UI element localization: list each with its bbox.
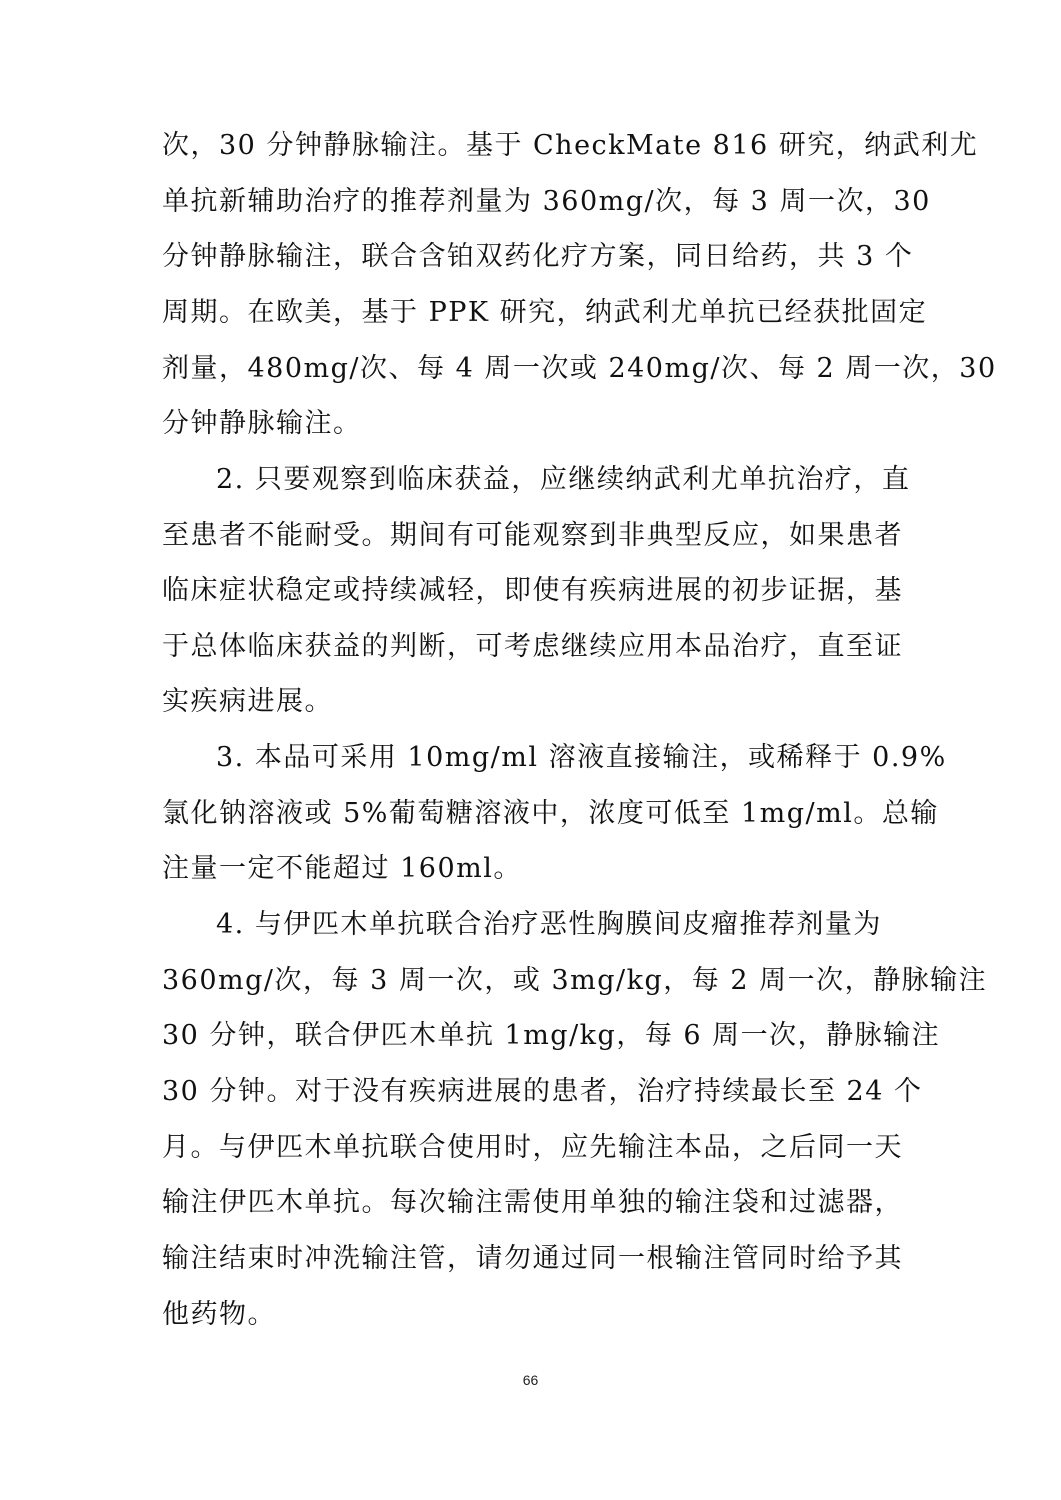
text-line: 单抗新辅助治疗的推荐剂量为 360mg/次，每 3 周一次，30 <box>162 186 931 217</box>
paragraph-first-line: 4. 与伊匹木单抗联合治疗恶性胸膜间皮瘤推荐剂量为 <box>216 909 882 940</box>
text-line: 剂量，480mg/次、每 4 周一次或 240mg/次、每 2 周一次，30 <box>162 353 997 384</box>
text-line: 输注结束时冲洗输注管，请勿通过同一根输注管同时给予其 <box>162 1243 903 1274</box>
text-line: 分钟静脉输注，联合含铂双药化疗方案，同日给药，共 3 个 <box>162 241 914 272</box>
text-line: 30 分钟，联合伊匹木单抗 1mg/kg，每 6 周一次，静脉输注 <box>162 1020 941 1051</box>
paragraph-first-line: 3. 本品可采用 10mg/ml 溶液直接输注，或稀释于 0.9% <box>216 742 947 773</box>
text-line: 于总体临床获益的判断，可考虑继续应用本品治疗，直至证 <box>162 631 903 662</box>
text-line: 临床症状稳定或持续减轻，即使有疾病进展的初步证据，基 <box>162 575 903 606</box>
paragraph-first-line: 2. 只要观察到临床获益，应继续纳武利尤单抗治疗，直 <box>216 464 911 495</box>
text-line: 氯化钠溶液或 5%葡萄糖溶液中，浓度可低至 1mg/ml。总输 <box>162 798 939 829</box>
page-number: 66 <box>522 1372 539 1388</box>
text-line: 注量一定不能超过 160ml。 <box>162 853 522 884</box>
text-line: 分钟静脉输注。 <box>162 408 362 439</box>
text-line: 次，30 分钟静脉输注。基于 CheckMate 816 研究，纳武利尤 <box>162 130 979 161</box>
text-line: 他药物。 <box>162 1299 276 1330</box>
text-line: 至患者不能耐受。期间有可能观察到非典型反应，如果患者 <box>162 520 903 551</box>
text-line: 360mg/次，每 3 周一次，或 3mg/kg，每 2 周一次，静脉输注 <box>162 965 988 996</box>
text-line: 30 分钟。对于没有疾病进展的患者，治疗持续最长至 24 个 <box>162 1076 923 1107</box>
text-line: 实疾病进展。 <box>162 686 333 717</box>
text-line: 月。与伊匹木单抗联合使用时，应先输注本品，之后同一天 <box>162 1132 903 1163</box>
text-line: 周期。在欧美，基于 PPK 研究，纳武利尤单抗已经获批固定 <box>162 297 928 328</box>
text-line: 输注伊匹木单抗。每次输注需使用单独的输注袋和过滤器， <box>162 1187 903 1218</box>
